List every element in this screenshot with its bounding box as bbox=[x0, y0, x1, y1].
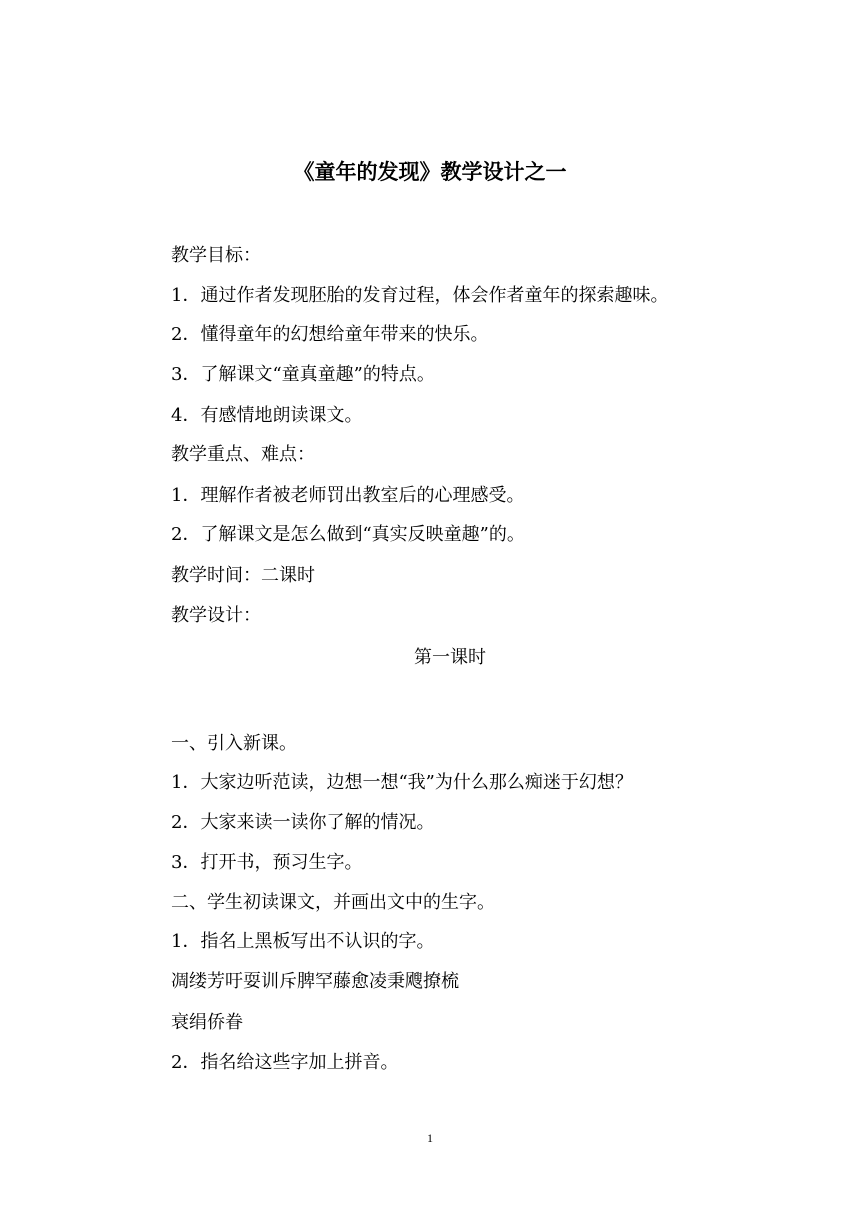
goal-item: 4．有感情地朗读课文。 bbox=[171, 405, 363, 426]
key-point-item: 1．理解作者被老师罚出教室后的心理感受。 bbox=[171, 485, 525, 506]
key-points-heading: 教学重点、难点： bbox=[171, 444, 315, 465]
document-title: 《童年的发现》教学设计之一 bbox=[293, 159, 567, 184]
lesson-heading: 第一课时 bbox=[414, 647, 486, 668]
goal-item: 2．懂得童年的幻想给童年带来的快乐。 bbox=[171, 324, 489, 345]
goal-item: 3．了解课文“童真童趣”的特点。 bbox=[171, 364, 435, 385]
vocabulary-line: 衰绢侨眷 bbox=[171, 1012, 243, 1033]
goal-item: 1．通过作者发现胚胎的发育过程，体会作者童年的探索趣味。 bbox=[171, 285, 669, 306]
page-number: 1 bbox=[427, 1131, 433, 1145]
teaching-time: 教学时间：二课时 bbox=[171, 565, 315, 586]
goals-heading: 教学目标： bbox=[171, 245, 261, 266]
step2-item: 1．指名上黑板写出不认识的字。 bbox=[171, 931, 435, 952]
step1-item: 2．大家来读一读你了解的情况。 bbox=[171, 812, 435, 833]
key-point-item: 2．了解课文是怎么做到“真实反映童趣”的。 bbox=[171, 524, 525, 545]
step1-item: 1．大家边听范读，边想一想“我”为什么那么痴迷于幻想？ bbox=[171, 772, 633, 793]
step1-item: 3．打开书，预习生字。 bbox=[171, 852, 363, 873]
step1-heading: 一、引入新课。 bbox=[171, 733, 297, 754]
design-heading: 教学设计： bbox=[171, 605, 261, 626]
step2-item: 2．指名给这些字加上拼音。 bbox=[171, 1052, 399, 1073]
step2-heading: 二、学生初读课文，并画出文中的生字。 bbox=[171, 892, 495, 913]
vocabulary-line: 凋缕芳吁耍训斥脾罕藤愈凌秉飕撩梳 bbox=[171, 971, 459, 992]
